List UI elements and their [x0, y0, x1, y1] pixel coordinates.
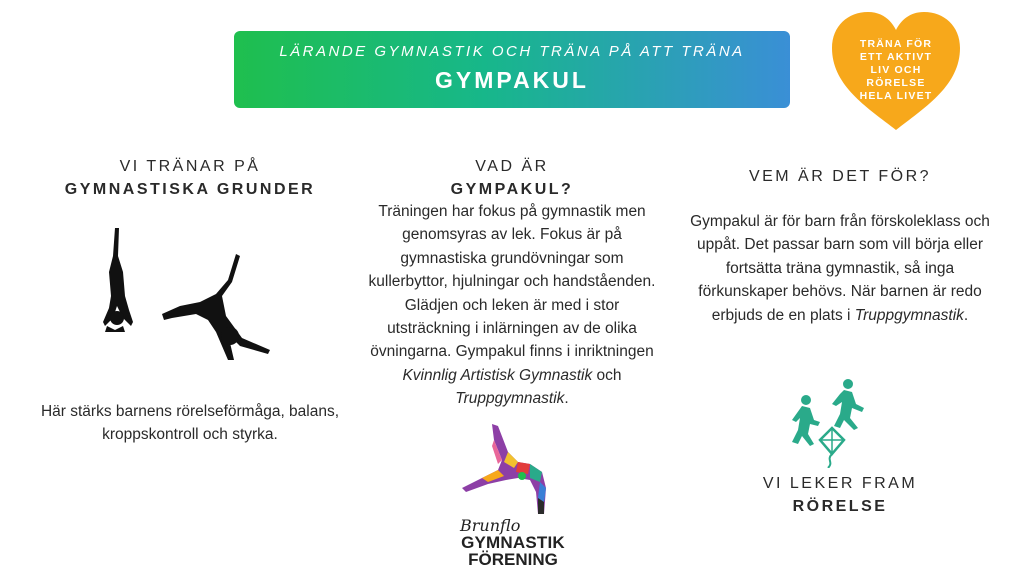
- middle-heading: [372, 155, 652, 201]
- logo-line1: GYMNASTIK: [461, 533, 565, 552]
- middle-text-and: och: [592, 366, 622, 384]
- right-footer-line2: RÖRELSE: [792, 498, 888, 515]
- middle-text: [365, 200, 659, 411]
- heart-badge: [828, 10, 964, 132]
- left-text: Här stärks barnens rörelseförmåga, balans, kroppskontroll och styrka.: [40, 403, 340, 444]
- right-text-main: Gympakul är för barn från förskoleklass och uppåt. Det passar barn som vill börja eller fortsätta träna gymnastik, så inga förkunskaper behövs. När barnen är redo erbjuds de en plats i: [690, 213, 990, 324]
- middle-text-end: .: [564, 390, 569, 408]
- left-heading-line2: GYMNASTISKA GRUNDER: [64, 181, 316, 198]
- middle-text-italic1: Kvinnlig Artistisk Gymnastik: [402, 366, 593, 384]
- middle-text-italic2: Truppgymnastik: [455, 390, 565, 408]
- left-heading: [50, 155, 330, 201]
- left-heading-line1: VI TRÄNAR PÅ: [119, 158, 261, 175]
- right-footer: [700, 472, 980, 518]
- right-text-end: .: [963, 306, 969, 324]
- gymnast-logo-icon: [458, 422, 568, 522]
- logo-line2: FÖRENING: [468, 550, 558, 569]
- logo-script: Brunflo: [460, 516, 521, 535]
- middle-heading-line1: VAD ÄR: [475, 158, 549, 175]
- handstand-silhouette-icon: [95, 226, 141, 336]
- club-logo: [458, 518, 568, 568]
- middle-text-main: Träningen har fokus på gymnastik men genomsyras av lek. Fokus är på gymnastiska grundövningar som kullerbyttor, hjulningar och handståenden. Glädjen och leken är med i stor utsträckning i inlärningen av de olika övningarna. Gympakul finns i inriktningen: [368, 203, 656, 361]
- title-banner: [234, 31, 790, 108]
- right-text-italic: Truppgymnastik: [854, 306, 964, 324]
- right-footer-line1: VI LEKER FRAM: [762, 475, 918, 492]
- kids-playing-icon: [786, 378, 868, 468]
- middle-heading-line2: GYMPAKUL?: [450, 181, 574, 198]
- banner-title: GYMPAKUL: [435, 67, 589, 93]
- right-text: [685, 210, 995, 327]
- cartwheel-silhouette-icon: [160, 250, 272, 362]
- banner-subtitle: LÄRANDE GYMNASTIK OCH TRÄNA PÅ ATT TRÄNA: [279, 43, 745, 60]
- heart-text: TRÄNA FÖR ETT AKTIVT LIV OCH RÖRELSE HELA LIVET: [859, 38, 933, 102]
- right-heading: VEM ÄR DET FÖR?: [748, 168, 932, 185]
